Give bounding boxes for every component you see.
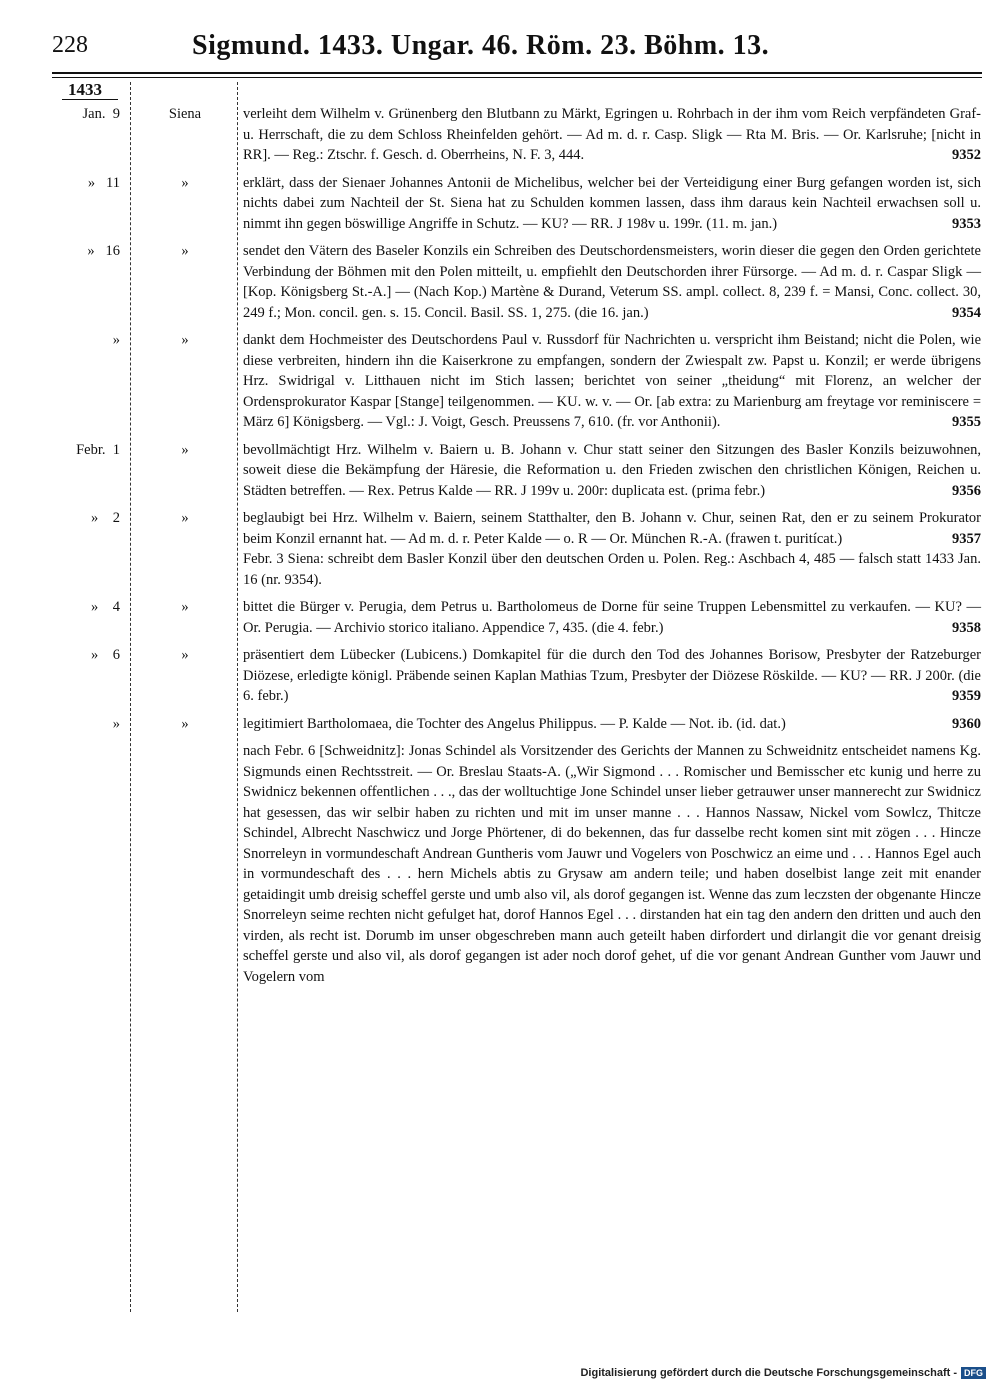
regest-entry <box>0 741 1000 987</box>
entry-number: 9357 <box>952 530 981 547</box>
entry-number: 9358 <box>952 619 981 636</box>
entry-number: 9360 <box>952 715 981 732</box>
digitization-footer <box>580 1367 986 1379</box>
entry-place: » <box>181 510 189 526</box>
entry-place: » <box>181 174 189 191</box>
header-rule <box>52 72 982 74</box>
entry-number: 9356 <box>952 482 981 499</box>
entry-date: » 2 <box>91 510 120 526</box>
entry-date: » 16 <box>87 243 120 259</box>
entry-text: bittet die Bürger v. Perugia, dem Petrus u. Bartholomeus de Dorne für seine Truppen Lebensmittel zu verkaufen. — KU? — Or. Perugia. — Archivio storico italiano. Appendice 7, 435. (die 4. febr.) <box>243 599 981 636</box>
entry-place: » <box>181 441 189 458</box>
year-label: 1433 <box>68 80 102 99</box>
entry-text: erklärt, dass der Sienaer Johannes Antonii de Michelibus, welcher bei der Verteidigung einer Burg gefangen worden ist, sich nichts dabei zum Nachteil der St. Siena hat zu Schulden kommen lassen, dass ihm daraus kein Nachteil erwachsen soll u. nimmt ihn gegen böswillige Angriffe in Schutz. — KU? — RR. J 198v u. 199r. (11. m. jan.) <box>243 174 981 232</box>
regest-entry <box>0 645 1000 707</box>
header-rule-thin <box>52 77 982 78</box>
entry-place: » <box>181 715 189 732</box>
entry-place: » <box>181 243 189 259</box>
entry-place: » <box>181 332 189 348</box>
entry-number: 9359 <box>952 688 981 704</box>
regest-entry <box>0 597 1000 638</box>
entry-date: Febr. 1 <box>76 441 120 458</box>
regest-note <box>0 549 1000 590</box>
entry-date: » 11 <box>87 174 120 191</box>
note-text: Febr. 3 Siena: schreibt dem Basler Konzil über den deutschen Orden u. Polen. Reg.: Aschbach 4, 485 — falsch statt 1433 Jan. 16 (nr. 9354). <box>243 551 981 588</box>
regest-entry <box>0 440 1000 502</box>
entry-text: legitimiert Bartholomaea, die Tochter des Angelus Philippus. — P. Kalde — Not. ib. (id. dat.) <box>243 715 786 732</box>
entry-text: beglaubigt bei Hrz. Wilhelm v. Baiern, seinem Statthalter, den B. Johann v. Chur, seinen Rat, den er zu seinem Prokurator beim Konzil ernannt hat. — Ad m. d. r. Peter Kalde — o. R — Or. München R.-A. (frawen t. puritícat.) <box>243 510 981 547</box>
regest-entry <box>0 330 1000 433</box>
entry-text: nach Febr. 6 [Schweidnitz]: Jonas Schindel als Vorsitzender des Gerichts der Mannen zu Schweidnitz entscheidet namens Kg. Sigmunds einen Rechtsstreit. — Or. Breslau Staats-A. („Wir Sigmond . . . Romischer und Bemisscher etc kunig und herre zu Swidnicz bekennen offentlichen . . ., das der wolltuchtige Jone Schindel unser lieber getrauwer unser mannerecht zur Swidnicz hat gesessen, das wir selbir haben zu richten und mit im unser manne . . . Hannos Nassaw, Nickel vom Sowlcz, Thitcze Schindel, Albrecht Naschwicz und Jorge Phörtener, di do bekennen, das fur dasselbe recht komen sint mit zögen . . . Hincze Snorreleyn in vormundeschaft Andrean Guntheris vom Jauwr und Vogelers von Poschwicz an eime und . . . Hannos Egel auch in vormundeschaft des . . . hern Michels abtis zu Grysaw am andern teile; und haben doselbist lange zeit mit enander getaidingit umb dreisig scheffel gerste und umb also vil, als dorof gegangen ist. Wenne das zum leczsten der obgenante Hincze Snorreleyn seime rechten nicht gefulget hat, dorof Hannos Egel . . . dirstanden hat ein tag den andern den dritten und auch den virden, als recht ist. Dorumb im unser obgeschreben mann auch geteilt haben dirfordert und dirlangit die vor genant dreisig scheffel gerste und also vil, als dorof gegangen ist ader noch dorof gehet, uf die vor genant Andrean Gunther vom Jauwr und Vogelern vom <box>243 743 981 985</box>
entry-text: präsentiert dem Lübecker (Lubicens.) Domkapitel für die durch den Tod des Johannes Borisow, Presbyter der Ratzeburger Diözese, erledigte königl. Präbende seinen Kaplan Mathias Tzum, Presbyter der Diözese Röskilde. — KU? — RR. J 200r. (die 6. febr.) <box>243 647 981 704</box>
regest-entry <box>0 714 1000 735</box>
entry-number: 9353 <box>952 215 981 232</box>
entry-place: Siena <box>168 106 202 122</box>
entry-text: bevollmächtigt Hrz. Wilhelm v. Baiern u. B. Johann v. Chur statt seiner den Sitzungen des Basler Konzils beizuwohnen, soweit diese die Bekämpfung der Häresie, die Reformation u. den Frieden zwischen den christlichen Königen, Reichen u. Städten betreffen. — Rex. Petrus Kalde — RR. J 199v u. 200r: duplicata est. (prima febr.) <box>243 441 981 499</box>
entry-number: 9355 <box>952 414 981 430</box>
entry-date: » <box>112 715 120 732</box>
regest-entry <box>0 508 1000 549</box>
entry-place: » <box>181 647 189 663</box>
entry-text: dankt dem Hochmeister des Deutschordens Paul v. Russdorf für Nachrichten u. verspricht ihm Beistand; nicht die Polen, wie diese verbreiten, hindern ihn die Kaiserkrone zu empfangen, sondern der Zwiespalt zw. Papst u. Konzil; er werde übrigens Hrz. Swidrigal v. Litthauen nicht im Stich lassen; berichtet von seiner „theidung“ mit Florenz, an welcher der Ordensprokurator Kaspar [Stange] teilgenommen. — KU. w. v. — Or. [ab extra: zu Marienburg am freytage vor reminiscere = März 6] Königsberg. — Vgl.: J. Voigt, Gesch. Preussens 7, 610. (fr. vor Anthonii). <box>243 332 981 430</box>
entry-date: » 4 <box>91 599 120 615</box>
entry-text: verleiht dem Wilhelm v. Grünenberg den Blutbann zu Märkt, Egringen u. Rohrbach in der ihm vom Reich verpfändeten Graf- u. Herrschaft, die zu dem Schloss Rheinfelden gehört. — Ad m. d. r. Casp. Sligk — Rta M. Bris. — Or. Karlsruhe; [nicht in RR]. — Reg.: Ztschr. f. Gesch. d. Oberrheins, N. F. 3, 444. <box>243 106 981 163</box>
entry-text: sendet den Vätern des Baseler Konzils ein Schreiben des Deutschordensmeisters, worin dieser die gegen den Orden gerichtete Verbindung der Böhmen mit den Polen mitteilt, u. empfiehlt den Deutschorden ihrer Fürsorge. — Ad m. d. r. Caspar Sligk — [Kop. Königsberg St.-A.] — (Nach Kop.) Martène & Durand, Veterum SS. ampl. collect. 8, 239 f. = Mansi, Conc. collect. 30, 249 f.; Mon. concil. gen. s. 15. Concil. Basil. SS. 1, 275. (die 16. jan.) <box>243 243 981 321</box>
entry-number: 9352 <box>952 147 981 163</box>
regest-entry <box>0 104 1000 166</box>
entry-number: 9354 <box>952 304 981 321</box>
entry-date: Jan. 9 <box>82 106 120 122</box>
footer-text: Digitalisierung gefördert durch die Deutsche Forschungsgemeinschaft - <box>580 1367 957 1379</box>
regest-entry <box>0 173 1000 235</box>
running-title: Sigmund. 1433. Ungar. 46. Röm. 23. Böhm. 13. <box>192 30 770 61</box>
year-underline <box>62 99 118 100</box>
regest-entries <box>0 104 1000 987</box>
page-number: 228 <box>52 32 88 58</box>
entry-place: » <box>181 599 189 615</box>
dfg-logo: DFG <box>961 1367 986 1379</box>
entry-date: » <box>112 332 120 348</box>
page-header <box>52 30 982 70</box>
entry-date: » 6 <box>91 647 120 663</box>
regest-entry <box>0 241 1000 323</box>
